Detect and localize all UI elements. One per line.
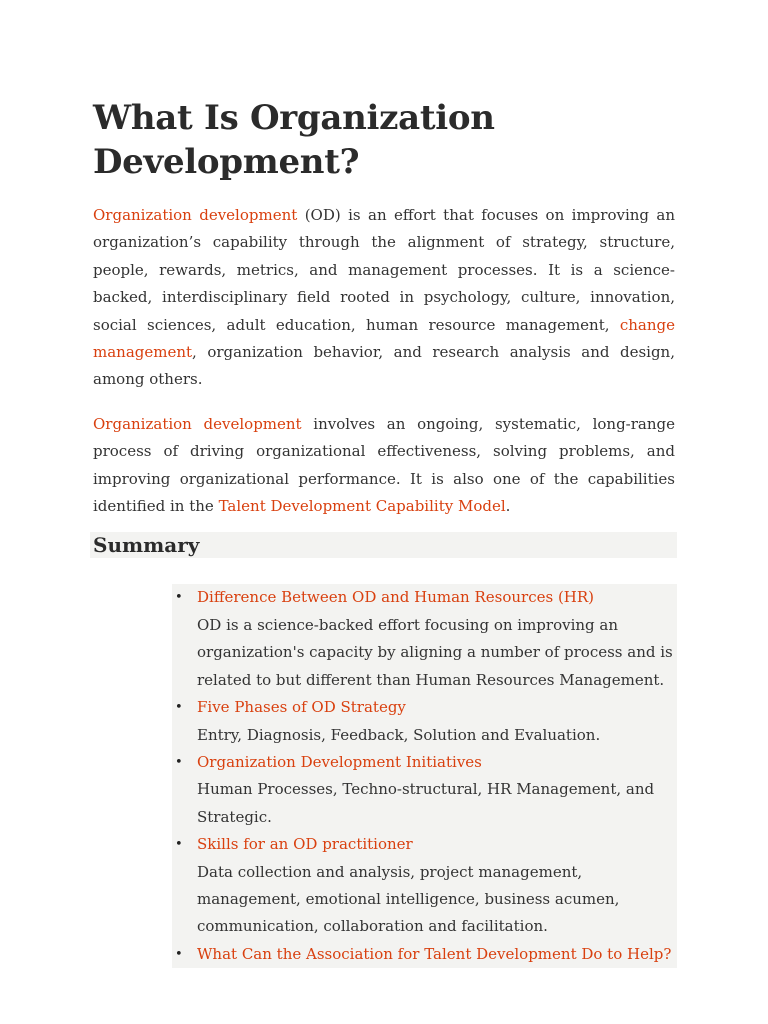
second-text-2: .	[505, 497, 511, 516]
organization-development-link[interactable]: Organization development	[93, 206, 298, 224]
list-item	[175, 749, 677, 831]
summary-heading: Summary	[93, 533, 200, 558]
summary-header	[90, 532, 677, 558]
intro-text-1: (OD) is an effort that focuses on improving an organization’s capability through the alignment of strategy, structure, people, rewards, metrics, and management processes. It is a science-backed, interdisciplinary field rooted in psychology, culture, innovation, social sciences, adult education, human resource management,	[93, 206, 676, 334]
bullet-icon: •	[175, 754, 183, 770]
list-item-description: Human Processes, Techno-structural, HR Management, and Strategic.	[197, 780, 655, 826]
list-item	[175, 584, 677, 694]
bullet-icon: •	[175, 837, 183, 853]
od-skills-link[interactable]: Skills for an OD practitioner	[197, 835, 413, 854]
list-item	[175, 694, 677, 749]
list-item	[175, 831, 677, 941]
list-item	[175, 941, 677, 968]
od-initiatives-link[interactable]: Organization Development Initiatives	[197, 752, 482, 771]
intro-paragraph	[93, 202, 675, 394]
article	[93, 96, 675, 968]
list-item-description: OD is a science-backed effort focusing on improving an organization's capacity by aligning a number of process and is related to but different than Human Resources Management.	[197, 615, 673, 689]
second-text-1: involves an ongoing, systematic, long-range process of driving organizational effectiveness, solving problems, and improving organizational performance. It is also one of the capabilities identified in the	[93, 414, 675, 516]
od-vs-hr-link[interactable]: Difference Between OD and Human Resources (HR)	[197, 588, 595, 607]
atd-help-link[interactable]: What Can the Association for Talent Development Do to Help?	[197, 944, 672, 963]
summary-list	[172, 584, 677, 968]
five-phases-link[interactable]: Five Phases of OD Strategy	[197, 698, 406, 717]
summary-list-box	[172, 584, 677, 968]
intro-text-2: , organization behavior, and research analysis and design, among others.	[93, 343, 675, 389]
list-item-description: Entry, Diagnosis, Feedback, Solution and Evaluation.	[197, 725, 601, 744]
bullet-icon: •	[175, 590, 183, 606]
second-paragraph	[93, 411, 675, 521]
bullet-icon: •	[175, 946, 183, 962]
page-title: What Is Organization Development?	[93, 98, 495, 182]
bullet-icon: •	[175, 700, 183, 716]
change-management-link[interactable]: change management	[93, 315, 675, 362]
list-item-description: Data collection and analysis, project management, management, emotional intelligence, business acumen, communication, collaboration and facilitation.	[197, 862, 620, 936]
organization-development-link-2[interactable]: Organization development	[93, 414, 302, 433]
capability-model-link[interactable]: Talent Development Capability Model	[218, 497, 506, 516]
